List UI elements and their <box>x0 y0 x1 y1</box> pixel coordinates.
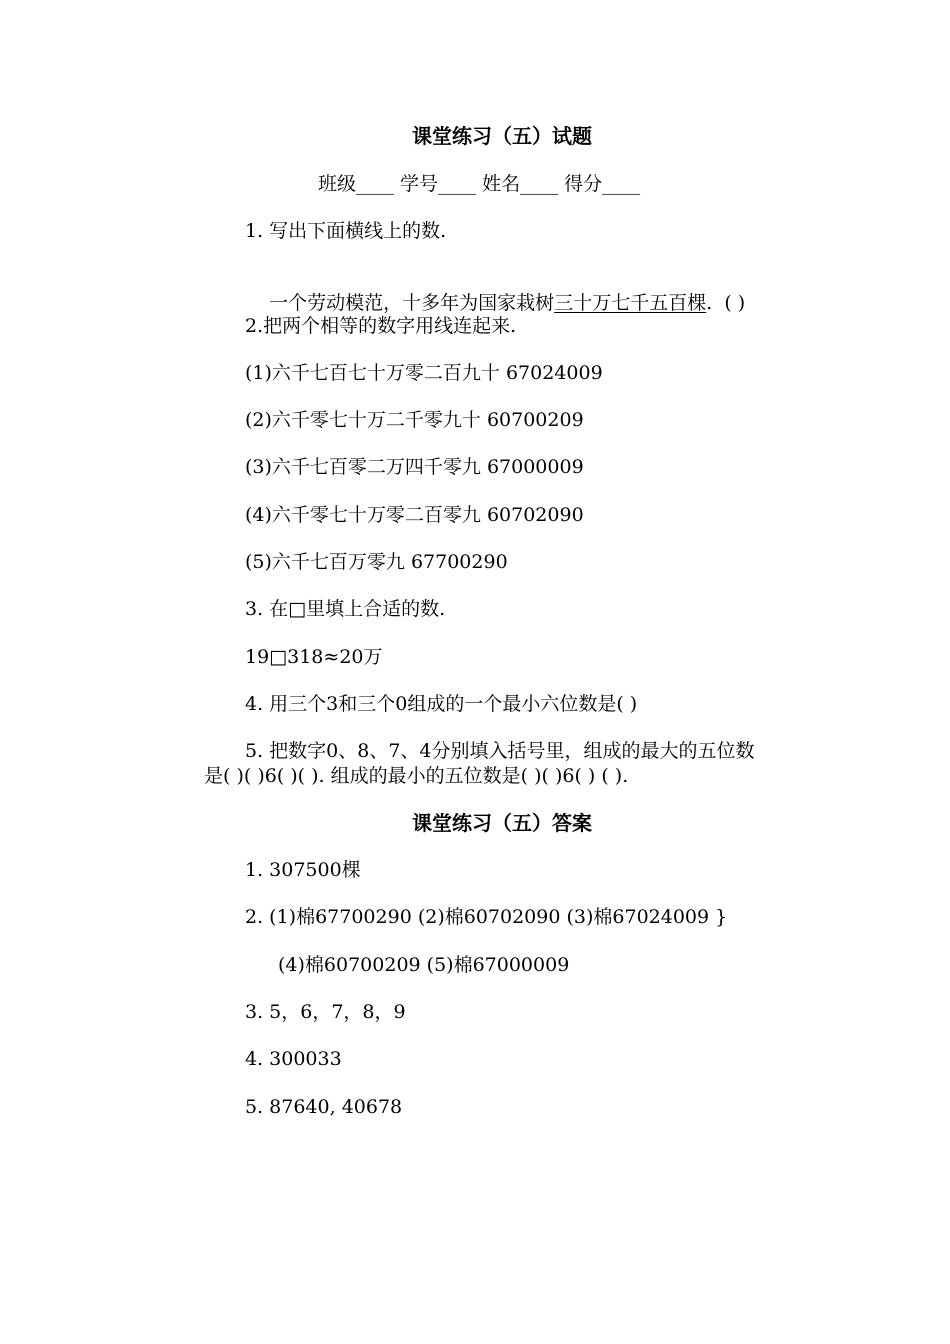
question-2-item: (5)六千七百万零九 67700290 <box>245 551 508 573</box>
question-2-item: (2)六千零七十万二千零九十 60700209 <box>245 409 584 431</box>
question-1-answer-blank: . ( ) <box>706 292 746 314</box>
answers-title: 课堂练习（五）答案 <box>412 811 592 835</box>
question-5-line-1: 5. 把数字0、8、7、4分别填入括号里，组成的最大的五位数 <box>245 740 755 762</box>
question-3-prompt: 3. 在□里填上合适的数. <box>245 598 446 620</box>
question-1-underlined-number: 三十万七千五百棵 <box>554 292 707 314</box>
test-title: 课堂练习（五）试题 <box>412 124 592 148</box>
question-2-item: (1)六千七百七十万零二百九十 67024009 <box>245 362 603 384</box>
answer-2-line-2: (4)棉60700209 (5)棉67000009 <box>278 954 570 976</box>
question-1-sentence-start: 一个劳动模范，十多年为国家栽树 <box>269 292 555 314</box>
question-5-line-2: 是( )( )6( )( ). 组成的最小的五位数是( )( )6( ) ( ). <box>204 765 629 787</box>
answer-2-line-1: 2. (1)棉67700290 (2)棉60702090 (3)棉67024009 } <box>245 906 728 928</box>
student-info-header: 班级____ 学号____ 姓名____ 得分____ <box>318 173 641 195</box>
question-1-prompt: 1. 写出下面横线上的数. <box>245 220 447 242</box>
answer-5: 5. 87640, 40678 <box>245 1096 403 1118</box>
answer-1: 1. 307500棵 <box>245 859 361 881</box>
question-2-item: (4)六千零七十万零二百零九 60702090 <box>245 504 584 526</box>
answer-3: 3. 5，6，7，8，9 <box>245 1001 406 1023</box>
question-2-prompt: 2.把两个相等的数字用线连起来. <box>245 315 517 337</box>
question-4-prompt: 4. 用三个3和三个0组成的一个最小六位数是( ) <box>245 693 638 715</box>
question-3-expression: 19□318≈20万 <box>245 646 383 668</box>
answer-4: 4. 300033 <box>245 1048 342 1070</box>
question-2-item: (3)六千七百零二万四千零九 67000009 <box>245 456 584 478</box>
